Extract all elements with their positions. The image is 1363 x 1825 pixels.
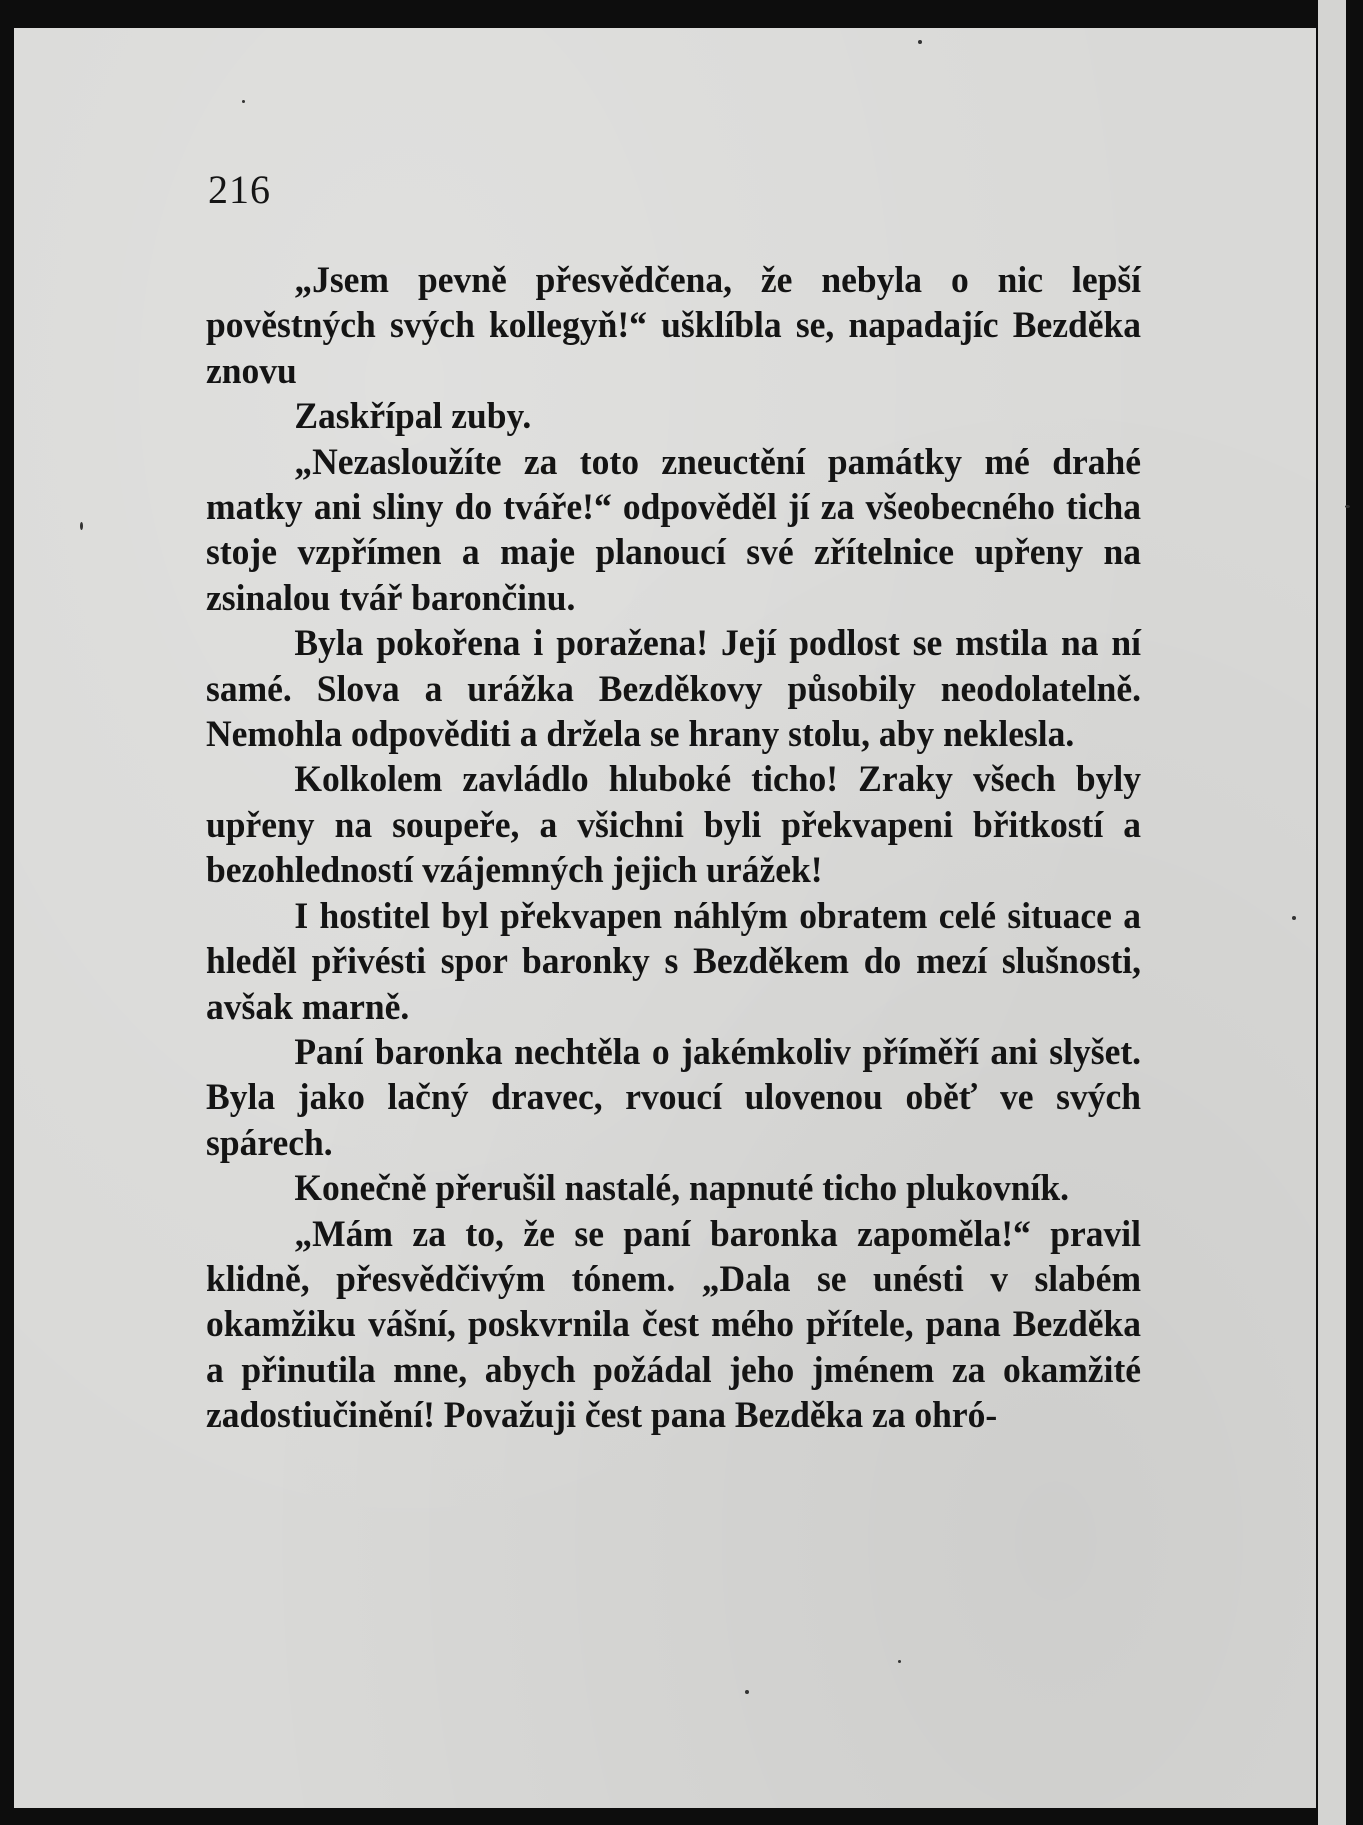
scan-speck — [918, 40, 922, 44]
paragraph: Zaskřípal zuby. — [294, 396, 532, 438]
scan-speck — [1345, 505, 1350, 508]
scan-speck — [242, 100, 245, 103]
paragraph: I hostitel byl překvapen náhlým obratem celé situace a hleděl přivésti spor baronky s Bezděkem do mezí slušnosti, avšak marně. — [206, 895, 1142, 1028]
paragraph: Paní baronka nechtěla o jakémkoliv příměří ani slyšet. Byla jako lačný dravec, rvoucí ulovenou oběť ve svých spárech. — [206, 1031, 1142, 1164]
scan-speck — [80, 522, 83, 530]
body-text — [206, 258, 1141, 1439]
paragraph: „Mám za to, že se paní baronka zapoměla!“ pravil klidně, přesvědčivým tónem. „Dala se unésti v slabém okamžiku vášní, poskvrnila čest mého přítele, pana Bezděka a přinutila mne, abych požádal jeho jménem za okamžité zadostiučinění! Považuji čest pana Bezděka za ohró- — [206, 1213, 1142, 1437]
paragraph: Byla pokořena i poražena! Její podlost se mstila na ní samé. Slova a urážka Bezděkovy působily neodolatelně. Nemohla odpověditi a držela se hrany stolu, aby neklesla. — [206, 623, 1142, 756]
paragraph: Konečně přerušil nastalé, napnuté ticho plukovník. — [294, 1168, 1069, 1210]
scan-speck — [898, 1660, 901, 1663]
scan-speck — [745, 1690, 749, 1694]
next-page-edge — [1318, 0, 1346, 1825]
paragraph: „Nezasloužíte za toto zneuctění památky mé drahé matky ani sliny do tváře!“ odpověděl jí za všeobecného ticha stoje vzpřímen a maje planoucí své zřítelnice upřeny na zsinalou tvář barončinu. — [206, 441, 1142, 619]
paragraph: Kolkolem zavládlo hluboké ticho! Zraky všech byly upřeny na soupeře, a všichni byli překvapeni břitkostí a bezohledností vzájemných jejich urážek! — [206, 759, 1142, 892]
scan-border — [1346, 0, 1363, 1825]
paragraph: „Jsem pevně přesvědčena, že nebyla o nic lepší pověstných svých kollegyň!“ ušklíbla se, napadajíc Bezděka znovu — [206, 260, 1142, 392]
scan-speck — [1292, 916, 1296, 920]
page-number: 216 — [208, 167, 271, 212]
